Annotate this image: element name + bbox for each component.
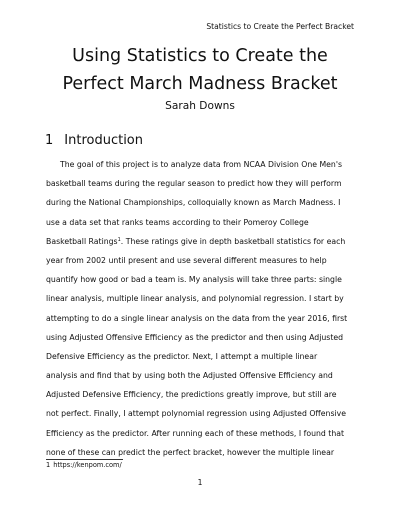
body-line: not perfect. Finally, I attempt polynomial regression using Adjusted Offensive bbox=[46, 409, 346, 419]
body-line: use a data set that ranks teams according to their Pomeroy College bbox=[46, 217, 309, 227]
body-line: The goal of this project is to analyze data from NCAA Division One Men's bbox=[60, 160, 343, 169]
body-line: attempting to do a single linear analysis on the data from the year 2016, first bbox=[46, 313, 348, 323]
footnote bbox=[46, 461, 122, 469]
footnote-link[interactable]: https://kenpom.com/ bbox=[53, 461, 122, 469]
paper-title bbox=[0, 42, 400, 98]
body-line: using Adjusted Offensive Efficiency as the predictor and then using Adjusted bbox=[46, 332, 344, 342]
paper-title-line-2: Perfect March Madness Bracket bbox=[62, 74, 338, 94]
body-line: Efficiency as the predictor. After running each of these methods, I found that bbox=[46, 428, 345, 438]
body-line: none of these can predict the perfect bracket, however the multiple linear bbox=[46, 447, 334, 457]
section-title: Introduction bbox=[64, 133, 144, 148]
body-line: quantify how good or bad a team is. My analysis will take three parts: single bbox=[46, 275, 342, 285]
body-line: Defensive Efficiency as the predictor. Next, I attempt a multiple linear bbox=[46, 351, 318, 361]
running-header: Statistics to Create the Perfect Bracket bbox=[206, 22, 354, 31]
page-number: 1 bbox=[197, 478, 203, 487]
footnote-reference[interactable]: 1 bbox=[117, 236, 121, 243]
body-text-segment: . These ratings give in depth basketball statistics for each bbox=[120, 236, 346, 246]
body-text-segment: Basketball Ratings bbox=[46, 236, 118, 246]
footnote-number: 1 bbox=[46, 461, 51, 469]
paper-title-line-1: Using Statistics to Create the bbox=[72, 46, 328, 66]
body-line: Adjusted Defensive Efficiency, the predictions greatly improve, but still are bbox=[46, 390, 337, 400]
body-paragraph bbox=[46, 155, 366, 462]
footnote-divider bbox=[46, 459, 123, 460]
body-line: analysis and find that by using both the Adjusted Offensive Efficiency and bbox=[46, 371, 333, 381]
body-line: year from 2002 until present and use several different measures to help bbox=[46, 255, 327, 265]
body-line: basketball teams during the regular season to predict how they will perform bbox=[46, 179, 342, 189]
body-line-with-footnote bbox=[46, 232, 366, 251]
section-heading bbox=[45, 133, 143, 148]
section-number: 1 bbox=[45, 133, 54, 148]
body-line: during the National Championships, colloquially known as March Madness. I bbox=[46, 198, 341, 208]
author-name: Sarah Downs bbox=[165, 100, 235, 112]
body-line: linear analysis, multiple linear analysis, and polynomial regression. I start by bbox=[46, 294, 344, 304]
